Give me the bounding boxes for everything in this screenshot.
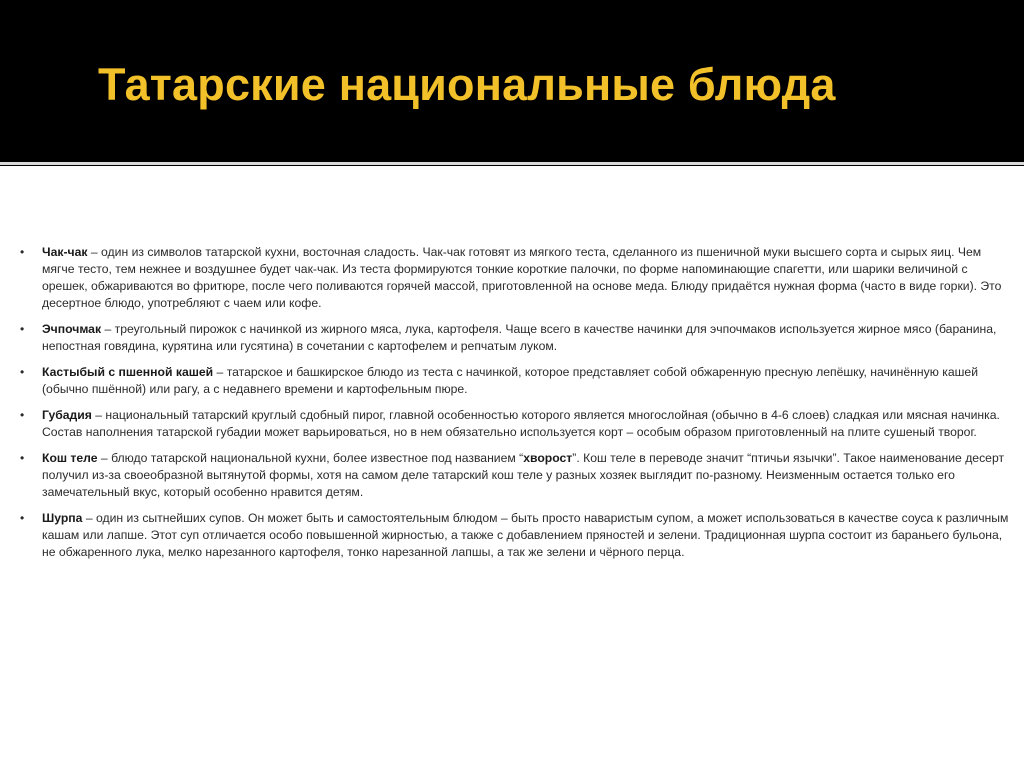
- bullet-icon: •: [20, 365, 25, 379]
- bullet-icon: •: [20, 245, 25, 259]
- list-item-echpochmak: [20, 321, 1010, 355]
- bullet-icon: •: [20, 511, 25, 525]
- bullet-icon: •: [20, 322, 25, 336]
- dish-term: Губадия: [42, 408, 92, 422]
- list-item-gubadiya: [20, 407, 1010, 441]
- title-bar: [0, 0, 1024, 160]
- dish-term: Кош теле: [42, 451, 98, 465]
- dish-description: – татарское и башкирское блюдо из теста с начинкой, которое представляет собой обжаренную пресную лепёшку, начинённую кашей (обычно пшённой) или рагу, а с недавнего времени и картофельным пюре.: [42, 365, 979, 396]
- dish-description-start: – блюдо татарской национальной кухни, более известное под названием “: [97, 451, 524, 465]
- list-item-kastyby: [20, 364, 1010, 398]
- dish-description: – один из символов татарской кухни, восточная сладость. Чак-чак готовят из мягкого теста, сделанного из пшеничной муки высшего сорта и сырых яиц. Чем мягче тесто, тем нежнее и воздушнее будет чак-чак. Из теста формируются тонкие короткие палочки, по форме напоминающие спагетти, или шарики величиной с орешек, обжариваются во фритюре, после чего поливаются горячей массой, приготовленной на основе меда. Блюду придаётся нужная форма (часто в виде горки). Это десертное блюдо, употребляют с чаем или кофе.: [42, 245, 1002, 310]
- list-item-chak-chak: [20, 244, 1010, 312]
- list-item-shurpa: [20, 510, 1010, 561]
- dish-description: – один из сытнейших супов. Он может быть и самостоятельным блюдом – быть просто наваристым супом, а может использоваться в качестве соуса к различным кашам или лапше. Этот суп отличается особо повышенной жирностью, а также с добавлением пряностей и зелени. Традиционная шурпа состоит из бараньего бульона, не обжаренного лука, мелко нарезанного картофеля, тонко нарезанной лапшы, а так же зелени и чёрного перца.: [42, 511, 1009, 559]
- content-area: [0, 166, 1024, 767]
- title-divider: [0, 162, 1024, 165]
- dish-description: – национальный татарский круглый сдобный пирог, главной особенностью которого является многослойная (обычно в 4-6 слоев) сладкая или мясная начинка. Состав наполнения татарской губадии может варьироваться, но в нем обязательно используется корт – особым образом приготовленный на плите сушеный творог.: [42, 408, 1000, 439]
- dish-term: Эчпочмак: [42, 322, 102, 336]
- dish-description-end: ”. Кош теле в переводе значит “птичьи язычки”. Такое наименование десерт получил из-за своеобразной вытянутой формы, хотя на самом деле татарский кош теле у разных хозяек выглядит по-разному. Неизменным остается только его замечательный вкус, который особенно нравится детям.: [42, 451, 1005, 499]
- bullet-icon: •: [20, 408, 25, 422]
- dish-description: – треугольный пирожок с начинкой из жирного мяса, лука, картофеля. Чаще всего в качестве начинки для эчпочмаков используется жирное мясо (баранина, непостная говядина, курятина или гусятина) в сочетании с картофелем и репчатым луком.: [42, 322, 997, 353]
- list-item-kosh-tele: [20, 450, 1010, 501]
- dish-term: Чак-чак: [42, 245, 88, 259]
- slide-title: Татарские национальные блюда: [98, 59, 836, 110]
- dish-term: Шурпа: [42, 511, 83, 525]
- dish-term: Кастыбый с пшенной кашей: [42, 365, 214, 379]
- dish-emphasis: хворост: [523, 451, 573, 465]
- bullet-icon: •: [20, 451, 25, 465]
- dish-list: [20, 244, 1010, 570]
